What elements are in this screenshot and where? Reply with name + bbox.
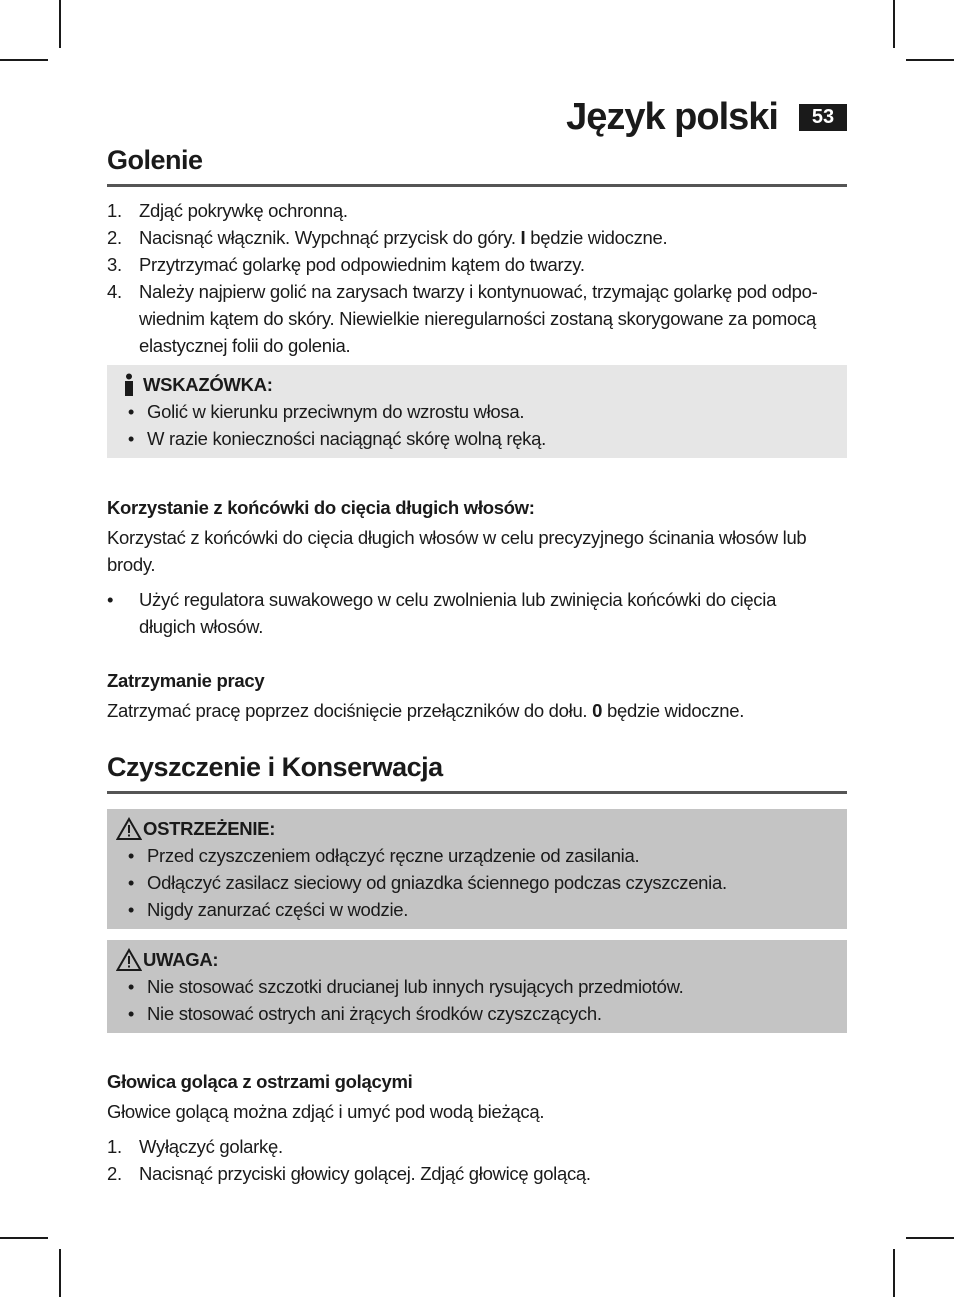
note-box	[107, 365, 847, 458]
crop-mark	[893, 1249, 895, 1297]
paragraph: Głowice golącą można zdjąć i umyć pod wodą bieżącą.	[107, 1101, 545, 1122]
warning-title: OSTRZEŻENIE:	[143, 818, 276, 839]
crop-mark	[906, 59, 954, 61]
warning-triangle-icon	[115, 817, 143, 841]
list-item: • Golić w kierunku przeciwnym do wzrostu włosa.	[127, 401, 525, 422]
section-long-hair	[107, 494, 847, 640]
crop-mark	[906, 1237, 954, 1239]
caution-title: UWAGA:	[143, 949, 219, 970]
list-item: • W razie konieczności naciągnąć skórę wolną ręką.	[127, 428, 546, 449]
list-item: • Nie stosować ostrych ani żrących środków czyszczących.	[127, 1003, 602, 1024]
section-heading: Czyszczenie i Konserwacja	[107, 752, 847, 794]
subheading: Zatrzymanie pracy	[107, 670, 265, 691]
list-item: 2. Nacisnąć włącznik. Wypchnąć przycisk do góry. I będzie widoczne.	[107, 227, 668, 248]
warning-box	[107, 809, 847, 929]
list-item: 2. Nacisnąć przyciski głowicy golącej. Zdjąć głowicę golącą.	[107, 1163, 591, 1184]
paragraph: Korzystać z końcówki do cięcia długich włosów w celu precyzyjnego ścinania włosów lub brody.	[107, 527, 807, 575]
warning-triangle-icon	[115, 948, 143, 972]
subheading: Głowica goląca z ostrzami golącymi	[107, 1071, 413, 1092]
shaving-steps	[107, 197, 847, 359]
list-item: • Odłączyć zasilacz sieciowy od gniazdka ściennego podczas czyszczenia.	[127, 872, 727, 893]
info-i-icon	[115, 373, 143, 397]
section-cleaning	[107, 752, 847, 794]
list-item: • Nie stosować szczotki drucianej lub innych rysujących przedmiotów.	[127, 976, 684, 997]
section-stop	[107, 667, 847, 724]
list-item: • Użyć regulatora suwakowego w celu zwolnienia lub zwinięcia końcówki do cięcia długich włosów.	[107, 589, 777, 637]
list-item: 1. Zdjąć pokrywkę ochronną.	[107, 200, 348, 221]
list-item: 3. Przytrzymać golarkę pod odpowiednim kątem do twarzy.	[107, 254, 585, 275]
subheading: Korzystanie z końcówki do cięcia długich włosów:	[107, 497, 535, 518]
crop-mark	[59, 1249, 61, 1297]
paragraph: Zatrzymać pracę poprzez dociśnięcie przełączników do dołu. 0 będzie widoczne.	[107, 700, 745, 721]
page-number: 53	[799, 104, 847, 131]
list-item: • Przed czyszczeniem odłączyć ręczne urządzenie od zasilania.	[127, 845, 640, 866]
list-item: 4. Należy najpierw golić na zarysach twarzy i kontynuować, trzymając golarkę pod odpo- wiednim kątem do skóry. Niewielkie nieregularności zostaną skorygowane za pomocą elastycznej folii do golenia.	[107, 281, 818, 356]
section-shaving	[107, 145, 847, 359]
crop-mark	[59, 0, 61, 48]
crop-mark	[893, 0, 895, 48]
list-item: • Nigdy zanurzać części w wodzie.	[127, 899, 409, 920]
language-title: Język polski	[566, 96, 778, 138]
caution-box	[107, 940, 847, 1033]
list-item: 1. Wyłączyć golarkę.	[107, 1136, 283, 1157]
note-title: WSKAZÓWKA:	[143, 374, 273, 395]
section-shaving-head	[107, 1068, 847, 1187]
crop-mark	[0, 59, 48, 61]
section-heading: Golenie	[107, 145, 847, 187]
crop-mark	[0, 1237, 48, 1239]
